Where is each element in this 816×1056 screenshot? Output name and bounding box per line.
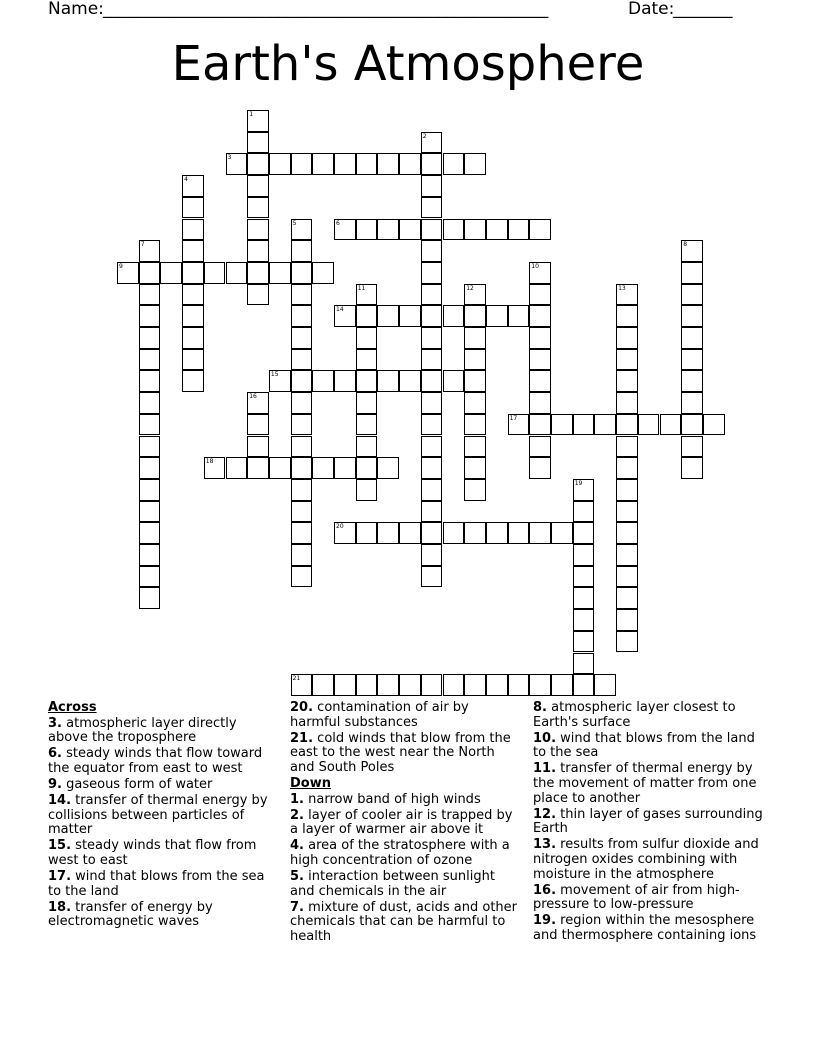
grid-cell[interactable] [247,436,269,458]
grid-cell[interactable] [356,284,378,306]
grid-cell[interactable] [660,414,682,436]
grid-cell[interactable] [529,436,551,458]
grid-cell[interactable] [508,674,530,696]
grid-cell[interactable] [182,219,204,241]
grid-cell[interactable] [334,457,356,479]
grid-cell[interactable] [356,349,378,371]
grid-cell[interactable] [421,414,443,436]
grid-cell[interactable] [421,153,443,175]
grid-cell[interactable] [486,674,508,696]
grid-cell[interactable] [139,392,161,414]
grid-cell[interactable] [291,262,313,284]
grid-cell[interactable] [421,305,443,327]
grid-cell[interactable] [464,219,486,241]
grid-cell[interactable] [377,305,399,327]
grid-cell[interactable] [312,370,334,392]
grid-cell[interactable] [573,566,595,588]
grid-cell[interactable] [421,197,443,219]
grid-cell[interactable] [247,414,269,436]
grid-cell[interactable] [681,392,703,414]
clue-down-12: 12. thin layer of gases surrounding Earth [533,806,763,837]
cell-number: 20 [336,523,344,531]
grid-cell[interactable] [334,219,356,241]
clue-across-15: 15. steady winds that flow from west to east [48,838,257,868]
name-line[interactable]: _____________________________________________________ [103,0,549,19]
grid-cell[interactable] [356,457,378,479]
grid-cell[interactable] [421,674,443,696]
grid-cell[interactable] [291,327,313,349]
grid-cell[interactable] [291,436,313,458]
grid-cell[interactable] [681,305,703,327]
grid-cell[interactable] [616,436,638,458]
grid-cell[interactable] [377,674,399,696]
page-title: Earth's Atmosphere [171,36,645,92]
grid-cell[interactable] [421,457,443,479]
grid-cell[interactable] [573,544,595,566]
grid-cell[interactable] [616,501,638,523]
grid-cell[interactable] [421,479,443,501]
grid-cell[interactable] [139,305,161,327]
cell-number: 5 [292,219,297,227]
grid-cell[interactable] [464,153,486,175]
grid-cell[interactable] [464,457,486,479]
clue-down-11: 11. transfer of thermal energy by the movement of matter from one place to another [533,761,757,806]
grid-cell[interactable] [247,262,269,284]
cell-number: 14 [336,306,344,314]
cell-number: 3 [227,154,232,162]
grid-cell[interactable] [421,175,443,197]
grid-cell[interactable] [616,479,638,501]
grid-cell[interactable] [529,219,551,241]
grid-cell[interactable] [377,457,399,479]
grid-cell[interactable] [291,544,313,566]
grid-cell[interactable] [421,284,443,306]
grid-cell[interactable] [573,522,595,544]
grid-cell[interactable] [464,305,486,327]
grid-cell[interactable] [421,327,443,349]
grid-cell[interactable] [182,240,204,262]
clue-down-10: 10. wind that blows from the land to the sea [533,730,755,761]
clue-down-16: 16. movement of air from high-pressure to low-pressure [533,882,740,913]
across-header: Across [48,700,97,715]
clue-across-18: 18. transfer of energy by electromagnetic waves [48,899,213,930]
grid-cell[interactable] [486,522,508,544]
grid-cell[interactable] [291,284,313,306]
grid-cell[interactable] [551,522,573,544]
grid-cell[interactable] [529,349,551,371]
grid-cell[interactable] [377,219,399,241]
clues-column-3 [533,701,769,945]
grid-cell[interactable] [291,522,313,544]
grid-cell[interactable] [573,609,595,631]
grid-cell[interactable] [356,370,378,392]
grid-cell[interactable] [529,414,551,436]
grid-cell[interactable] [247,197,269,219]
grid-cell[interactable] [616,544,638,566]
grid-cell[interactable] [616,457,638,479]
grid-cell[interactable] [139,501,161,523]
grid-cell[interactable] [312,153,334,175]
grid-cell[interactable] [334,674,356,696]
grid-cell[interactable] [464,284,486,306]
grid-cell[interactable] [269,262,291,284]
cell-number: 19 [574,479,583,487]
grid-cell[interactable] [464,674,486,696]
grid-cell[interactable] [139,479,161,501]
grid-cell[interactable] [204,457,226,479]
cell-number: 6 [336,219,340,227]
grid-cell[interactable] [399,370,421,392]
grid-cell[interactable] [573,587,595,609]
grid-cell[interactable] [616,631,638,653]
clue-across-6: 6. steady winds that flow toward the equator from east to west [48,746,263,776]
name-label: Name: [48,0,104,19]
cell-number: 13 [618,284,626,292]
grid-cell[interactable] [594,414,616,436]
grid-cell[interactable] [334,522,356,544]
cell-number: 17 [509,414,518,422]
grid-cell[interactable] [464,414,486,436]
grid-cell[interactable] [139,522,161,544]
grid-cell[interactable] [464,370,486,392]
grid-cell[interactable] [399,305,421,327]
grid-cell[interactable] [291,479,313,501]
grid-cell[interactable] [291,414,313,436]
grid-cell[interactable] [529,284,551,306]
grid-cell[interactable] [464,392,486,414]
grid-cell[interactable] [443,153,465,175]
grid-cell[interactable] [508,305,530,327]
grid-cell[interactable] [421,522,443,544]
grid-cell[interactable] [226,153,248,175]
grid-cell[interactable] [464,349,486,371]
grid-cell[interactable] [269,370,291,392]
grid-cell[interactable] [291,240,313,262]
grid-cell[interactable] [139,436,161,458]
grid-cell[interactable] [681,349,703,371]
grid-cell[interactable] [616,414,638,436]
grid-cell[interactable] [464,479,486,501]
grid-cell[interactable] [421,219,443,241]
clue-across-3: 3. atmospheric layer directly above the troposphere [48,715,237,746]
grid-cell[interactable] [334,153,356,175]
grid-cell[interactable] [356,674,378,696]
grid-cell[interactable] [182,197,204,219]
cell-number: 16 [249,393,257,401]
cell-number: 21 [292,675,301,683]
grid-cell[interactable] [421,501,443,523]
clue-across-17: 17. wind that blows from the sea to the land [48,869,265,899]
grid-cell[interactable] [421,392,443,414]
grid-cell[interactable] [443,219,465,241]
grid-cell[interactable] [182,370,204,392]
grid-cell[interactable] [247,240,269,262]
grid-cell[interactable] [182,284,204,306]
grid-cell[interactable] [681,370,703,392]
grid-cell[interactable] [573,414,595,436]
grid-cell[interactable] [443,522,465,544]
grid-cell[interactable] [139,262,161,284]
grid-cell[interactable] [356,522,378,544]
cell-number: 7 [140,241,145,249]
grid-cell[interactable] [247,153,269,175]
grid-cell[interactable] [139,544,161,566]
clue-down-7: 7. mixture of dust, acids and other chemicals that can be harmful to health [290,899,518,944]
clue-across-9: 9. gaseous form of water [48,776,213,792]
grid-cell[interactable] [486,219,508,241]
grid-cell[interactable] [160,262,182,284]
grid-cell[interactable] [616,284,638,306]
clue-across-20: 20. contamination of air by harmful substances [290,700,469,730]
grid-cell[interactable] [529,262,551,284]
grid-cell[interactable] [529,305,551,327]
grid-cell[interactable] [334,370,356,392]
clues-column-1 [48,701,274,931]
grid-cell[interactable] [356,436,378,458]
grid-cell[interactable] [247,175,269,197]
clue-down-1: 1. narrow band of high winds [290,791,481,807]
grid-cell[interactable] [356,305,378,327]
grid-cell[interactable] [399,219,421,241]
grid-cell[interactable] [551,674,573,696]
cell-number: 10 [531,262,539,270]
grid-cell[interactable] [139,587,161,609]
grid-cell[interactable] [356,153,378,175]
grid-cell[interactable] [204,262,226,284]
date-line[interactable]: _______ [673,0,733,19]
grid-cell[interactable] [291,566,313,588]
cell-number: 2 [422,132,427,140]
grid-cell[interactable] [638,414,660,436]
grid-cell[interactable] [508,522,530,544]
grid-cell[interactable] [529,674,551,696]
date-label: Date: [628,0,675,19]
grid-cell[interactable] [421,262,443,284]
clue-down-5: 5. interaction between sunlight and chemicals in the air [290,869,495,899]
grid-cell[interactable] [377,370,399,392]
grid-cell[interactable] [443,674,465,696]
grid-cell[interactable] [508,219,530,241]
grid-cell[interactable] [356,392,378,414]
grid-cell[interactable] [269,457,291,479]
grid-cell[interactable] [356,414,378,436]
grid-cell[interactable] [616,370,638,392]
grid-cell[interactable] [421,436,443,458]
cell-number: 1 [249,111,254,118]
cell-number: 4 [184,176,188,184]
grid-cell[interactable] [247,457,269,479]
grid-cell[interactable] [464,436,486,458]
clue-down-4: 4. area of the stratosphere with a high concentration of ozone [290,838,510,868]
grid-cell[interactable] [247,392,269,414]
grid-cell[interactable] [616,566,638,588]
grid-cell[interactable] [594,674,616,696]
clues-column-2 [290,701,520,946]
cell-number: 12 [466,284,474,292]
grid-cell[interactable] [616,587,638,609]
grid-cell[interactable] [421,544,443,566]
grid-cell[interactable] [399,522,421,544]
grid-cell[interactable] [312,457,334,479]
grid-cell[interactable] [247,110,269,132]
grid-cell[interactable] [443,370,465,392]
grid-cell[interactable] [681,262,703,284]
grid-cell[interactable] [508,414,530,436]
grid-cell[interactable] [182,349,204,371]
grid-cell[interactable] [291,674,313,696]
grid-cell[interactable] [356,327,378,349]
grid-cell[interactable] [291,349,313,371]
grid-cell[interactable] [573,479,595,501]
grid-cell[interactable] [529,392,551,414]
grid-cell[interactable] [421,240,443,262]
grid-cell[interactable] [139,284,161,306]
cell-number: 18 [205,458,214,466]
grid-cell[interactable] [529,457,551,479]
grid-cell[interactable] [182,175,204,197]
grid-cell[interactable] [291,392,313,414]
clue-across-14: 14. transfer of thermal energy by collisions between particles of matter [48,793,268,838]
grid-cell[interactable] [139,240,161,262]
grid-cell[interactable] [529,370,551,392]
clue-down-13: 13. results from sulfur dioxide and nitrogen oxides combining with moisture in the atmosphere [533,837,759,882]
grid-cell[interactable] [377,522,399,544]
grid-cell[interactable] [182,262,204,284]
grid-cell[interactable] [182,327,204,349]
grid-cell[interactable] [681,284,703,306]
grid-cell[interactable] [139,457,161,479]
grid-cell[interactable] [551,414,573,436]
grid-cell[interactable] [421,132,443,154]
clue-down-19: 19. region within the mesosphere and thermosphere containing ions [533,913,757,943]
grid-cell[interactable] [616,522,638,544]
clue-down-2: 2. layer of cooler air is trapped by a layer of warmer air above it [290,807,513,838]
grid-cell[interactable] [182,305,204,327]
grid-cell[interactable] [247,219,269,241]
grid-cell[interactable] [269,153,291,175]
grid-cell[interactable] [291,370,313,392]
cell-number: 8 [683,241,688,249]
grid-cell[interactable] [334,305,356,327]
grid-cell[interactable] [616,305,638,327]
grid-cell[interactable] [399,153,421,175]
grid-cell[interactable] [573,501,595,523]
grid-cell[interactable] [464,522,486,544]
grid-cell[interactable] [616,327,638,349]
grid-cell[interactable] [291,219,313,241]
grid-cell[interactable] [291,153,313,175]
grid-cell[interactable] [356,479,378,501]
grid-cell[interactable] [291,457,313,479]
grid-cell[interactable] [139,414,161,436]
grid-cell[interactable] [573,674,595,696]
grid-cell[interactable] [486,305,508,327]
grid-cell[interactable] [529,327,551,349]
grid-cell[interactable] [616,349,638,371]
grid-cell[interactable] [681,414,703,436]
grid-cell[interactable] [117,262,139,284]
grid-cell[interactable] [616,609,638,631]
grid-cell[interactable] [681,457,703,479]
clue-across-21: 21. cold winds that blow from the east to the west near the North and South Poles [290,730,511,775]
cell-number: 15 [270,371,279,379]
grid-cell[interactable] [247,284,269,306]
grid-cell[interactable] [377,153,399,175]
cell-number: 9 [119,262,123,270]
grid-cell[interactable] [226,262,248,284]
grid-cell[interactable] [443,305,465,327]
grid-cell[interactable] [226,457,248,479]
grid-cell[interactable] [399,674,421,696]
grid-cell[interactable] [291,305,313,327]
grid-cell[interactable] [139,370,161,392]
grid-cell[interactable] [421,566,443,588]
clue-down-8: 8. atmospheric layer closest to Earth's surface [533,700,736,730]
grid-cell[interactable] [312,674,334,696]
cell-number: 11 [357,284,366,292]
grid-cell[interactable] [703,414,725,436]
grid-cell[interactable] [681,327,703,349]
grid-cell[interactable] [139,327,161,349]
grid-cell[interactable] [291,501,313,523]
grid-cell[interactable] [464,327,486,349]
grid-cell[interactable] [139,566,161,588]
grid-cell[interactable] [421,370,443,392]
grid-cell[interactable] [421,349,443,371]
grid-cell[interactable] [247,132,269,154]
grid-cell[interactable] [573,653,595,675]
grid-cell[interactable] [616,392,638,414]
grid-cell[interactable] [139,349,161,371]
down-header: Down [290,775,331,791]
grid-cell[interactable] [681,240,703,262]
grid-cell[interactable] [356,219,378,241]
grid-cell[interactable] [529,522,551,544]
grid-cell[interactable] [681,436,703,458]
grid-cell[interactable] [573,631,595,653]
grid-cell[interactable] [312,262,334,284]
